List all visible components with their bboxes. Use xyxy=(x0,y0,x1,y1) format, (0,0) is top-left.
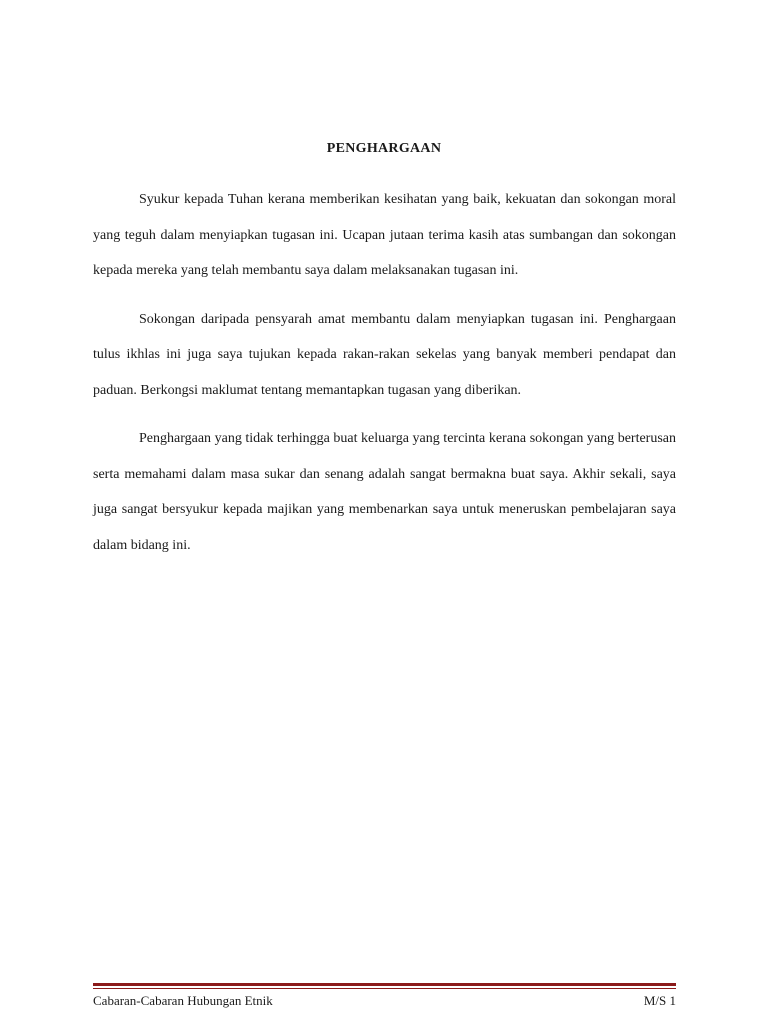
footer-document-title: Cabaran-Cabaran Hubungan Etnik xyxy=(93,993,273,1008)
paragraph-3: Penghargaan yang tidak terhingga buat keluarga yang tercinta kerana sokongan yang berterusan serta memahami dalam masa sukar dan senang adalah sangat bermakna buat saya. Akhir sekali, saya juga sangat bersyukur kepada majikan yang membenarkan saya untuk meneruskan pembelajaran saya dalam bidang ini. xyxy=(93,431,676,553)
paragraph-2: Sokongan daripada pensyarah amat membantu dalam menyiapkan tugasan ini. Penghargaan tulus ikhlas ini juga saya tujukan kepada rakan-rakan sekelas yang banyak memberi pendapat dan paduan. Berkongsi maklumat tentang memantapkan tugasan yang diberikan. xyxy=(93,311,676,398)
page-title: PENGHARGAAN xyxy=(326,141,442,156)
footer-rule-thin xyxy=(93,988,676,989)
footer-page-number: M/S 1 xyxy=(643,993,676,1008)
footer-rule-thick xyxy=(93,983,676,986)
document-body xyxy=(93,182,676,576)
paragraph-1: Syukur kepada Tuhan kerana memberikan kesihatan yang baik, kekuatan dan sokongan moral yang teguh dalam menyiapkan tugasan ini. Ucapan jutaan terima kasih atas sumbangan dan sokongan kepada mereka yang telah membantu saya dalam melaksanakan tugasan ini. xyxy=(93,192,676,278)
